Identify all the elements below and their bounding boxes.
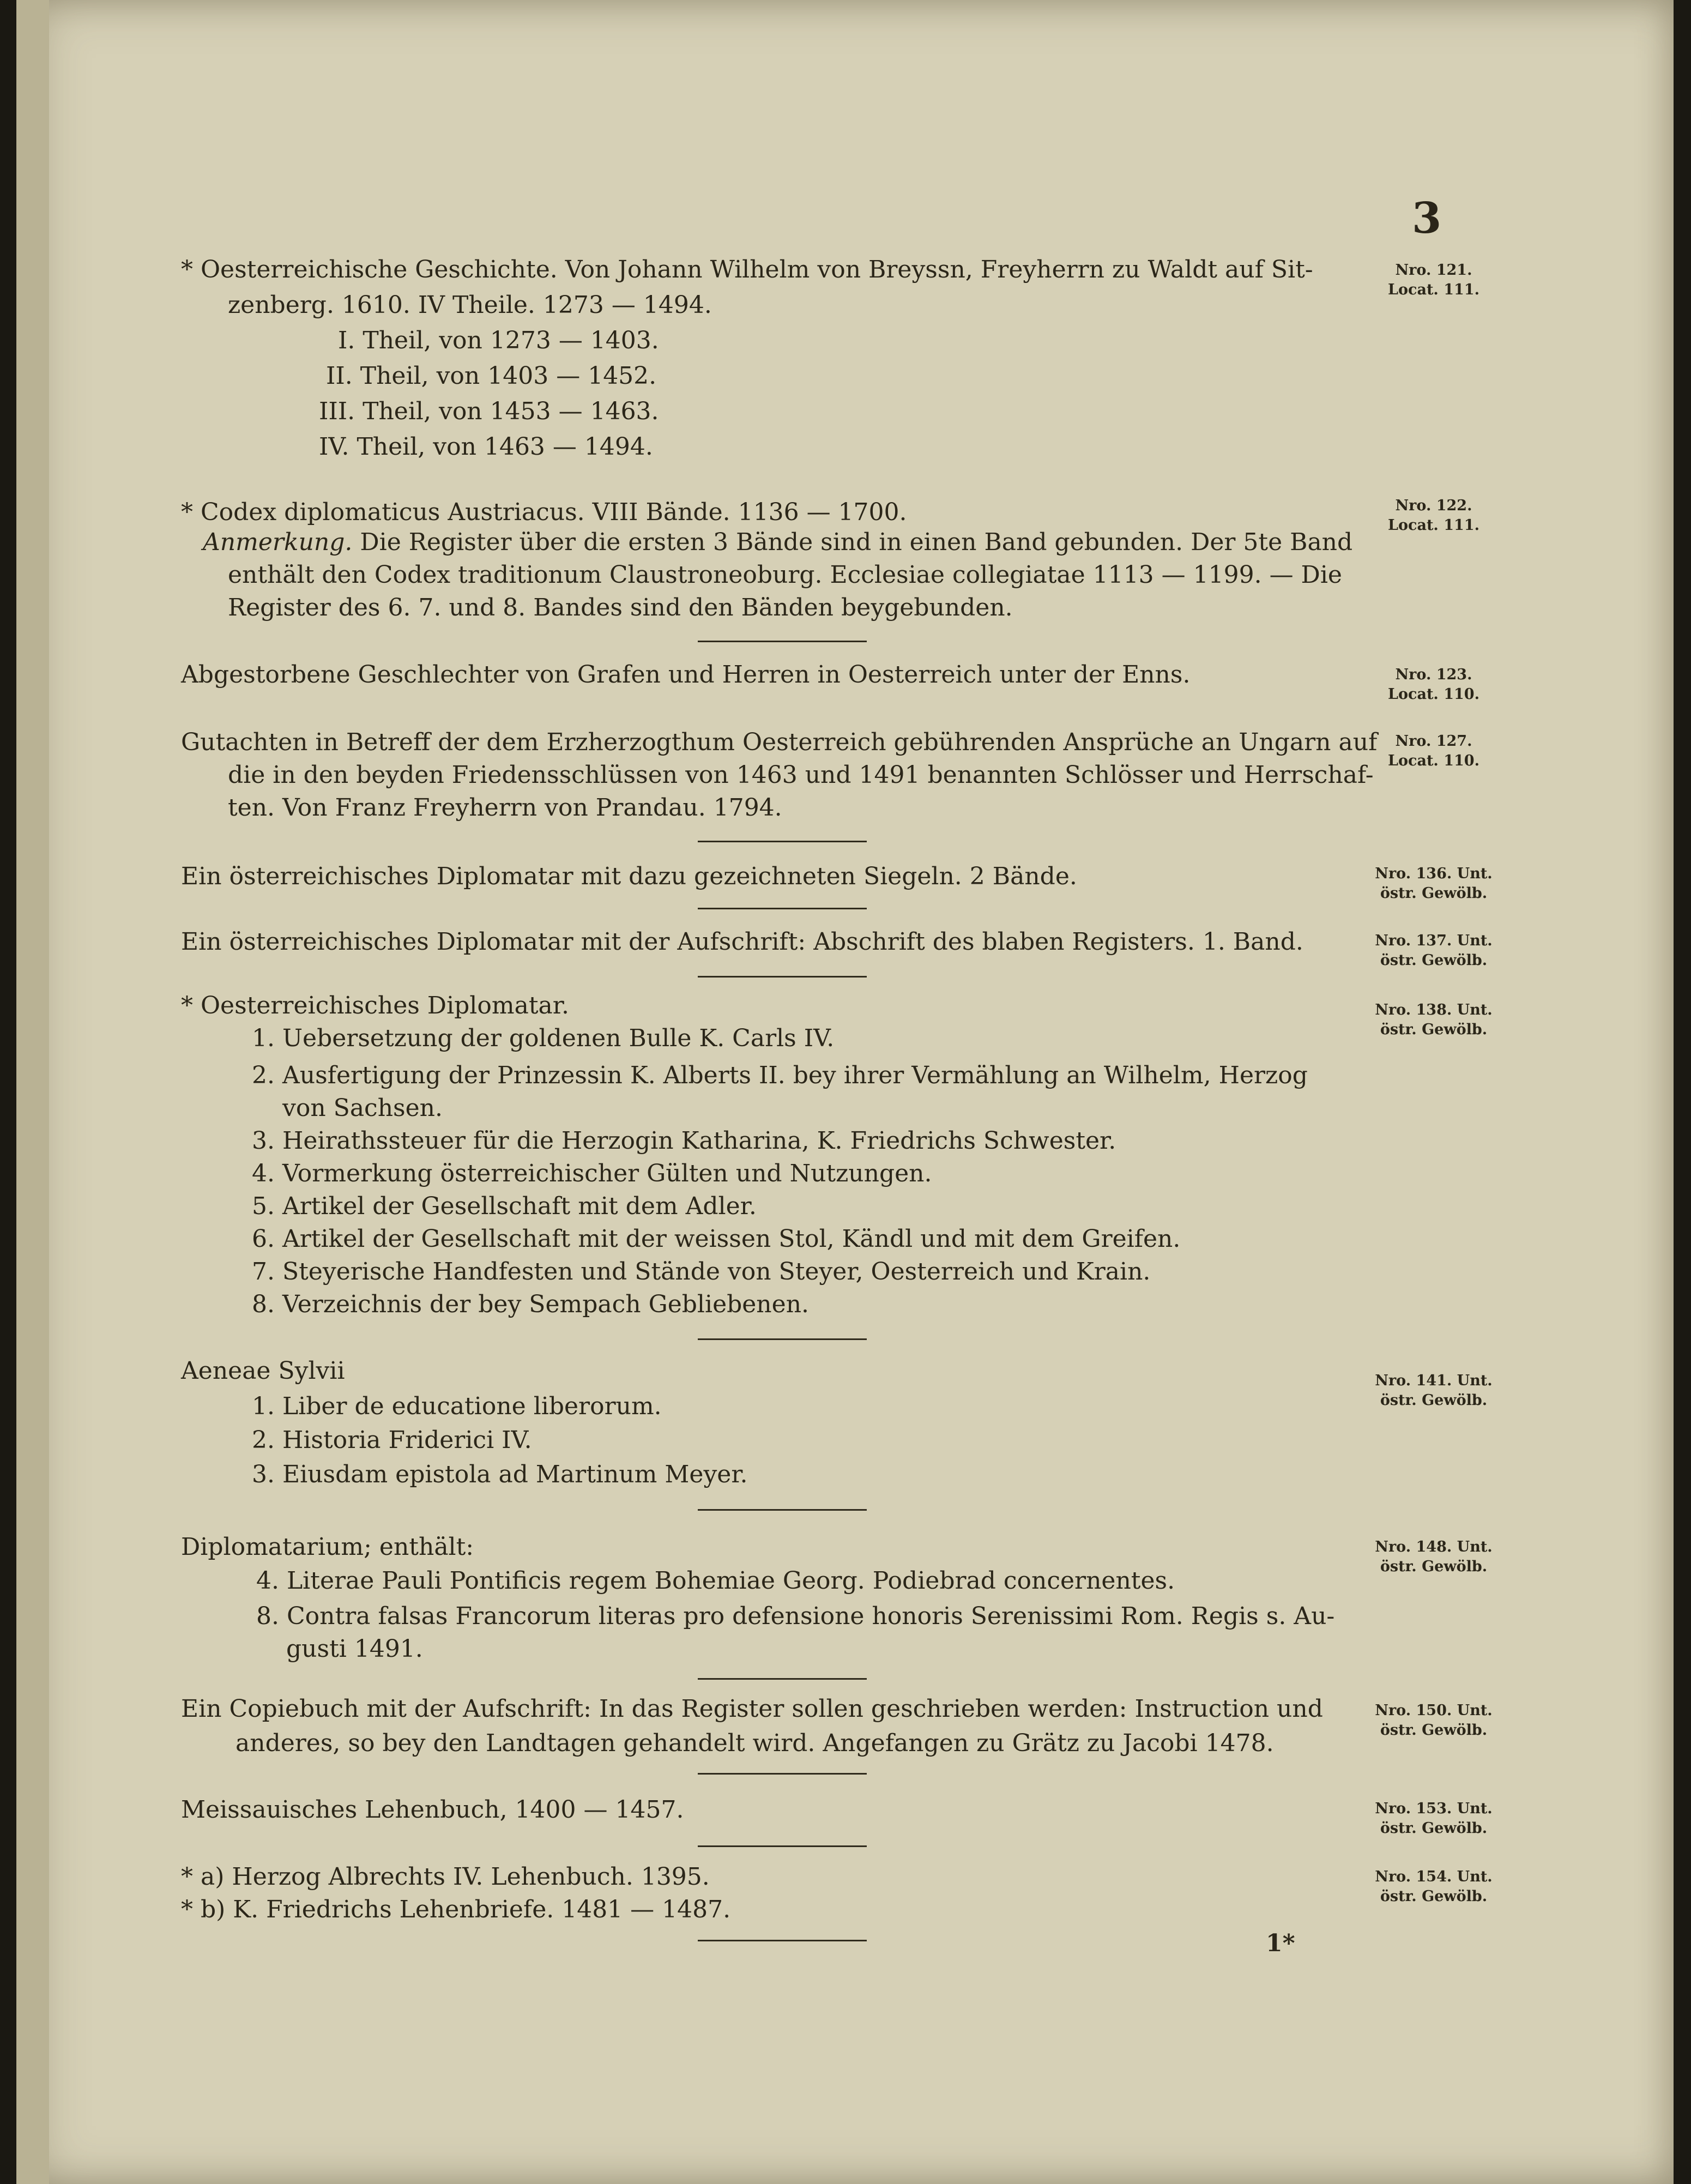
section-divider	[698, 1773, 867, 1775]
shelf-mark-line: Locat. 110.	[1388, 686, 1479, 703]
shelf-mark-line: östr. Gewölb.	[1380, 1021, 1488, 1038]
shelf-mark-line: Nro. 141. Unt.	[1375, 1372, 1493, 1389]
entry-item: 1. Uebersetzung der goldenen Bulle K. Carls IV.	[252, 1024, 835, 1052]
shelf-mark-line: Locat. 111.	[1388, 517, 1479, 534]
entry-line: * Oesterreichisches Diplomatar.	[181, 992, 569, 1019]
entry-line: Register des 6. 7. und 8. Bandes sind den Bänden beygebunden.	[228, 594, 1013, 622]
shelf-mark	[1363, 1701, 1505, 1740]
shelf-mark-line: Nro. 123.	[1395, 666, 1472, 683]
entry-item: gusti 1491.	[286, 1635, 423, 1663]
entry-item: III. Theil, von 1453 — 1463.	[319, 397, 659, 425]
entry-line: Meissauisches Lehenbuch, 1400 — 1457.	[181, 1796, 684, 1824]
shelf-mark	[1363, 931, 1505, 970]
entry-item: 4. Literae Pauli Pontificis regem Bohemiae Georg. Podiebrad concernentes.	[256, 1567, 1175, 1595]
shelf-mark	[1374, 732, 1494, 771]
entry-line: anderes, so bey den Landtagen gehandelt wird. Angefangen zu Grätz zu Jacobi 1478.	[235, 1729, 1274, 1757]
signature-mark: 1*	[1266, 1929, 1295, 1957]
section-divider	[698, 1940, 867, 1941]
shelf-mark-line: östr. Gewölb.	[1380, 1558, 1488, 1575]
shelf-mark-line: östr. Gewölb.	[1380, 1888, 1488, 1905]
section-divider	[698, 976, 867, 978]
section-divider	[698, 1845, 867, 1847]
entry-item: von Sachsen.	[282, 1094, 443, 1122]
entry-line: * b) K. Friedrichs Lehenbriefe. 1481 — 1487.	[181, 1896, 731, 1923]
shelf-mark-line: Nro. 122.	[1395, 497, 1472, 514]
entry-line: Ein Copiebuch mit der Aufschrift: In das Register sollen geschrieben werden: Instruction und	[181, 1695, 1323, 1723]
shelf-mark	[1363, 1867, 1505, 1907]
shelf-mark-line: Nro. 138. Unt.	[1375, 1001, 1493, 1018]
entry-line: Ein österreichisches Diplomatar mit dazu gezeichneten Siegeln. 2 Bände.	[181, 862, 1077, 890]
entry-item: 3. Heirathssteuer für die Herzogin Katharina, K. Friedrichs Schwester.	[252, 1127, 1116, 1155]
entry-line: Ein österreichisches Diplomatar mit der Aufschrift: Abschrift des blaben Registers. 1. Band.	[181, 928, 1303, 956]
page-number: 3	[1412, 194, 1442, 243]
shelf-mark-line: östr. Gewölb.	[1380, 1820, 1488, 1837]
shelf-mark-line: Nro. 153. Unt.	[1375, 1800, 1493, 1817]
shelf-mark	[1363, 864, 1505, 903]
entry-line: Diplomatarium; enthält:	[181, 1533, 474, 1561]
entry-item: 4. Vormerkung österreichischer Gülten und Nutzungen.	[252, 1160, 932, 1187]
shelf-mark-line: Nro. 150. Unt.	[1375, 1702, 1493, 1719]
entry-item: 7. Steyerische Handfesten und Stände von Steyer, Oesterreich und Krain.	[252, 1258, 1151, 1286]
section-divider	[698, 841, 867, 842]
note-text: Die Register über die ersten 3 Bände sind in einen Band gebunden. Der 5te Band	[360, 528, 1353, 556]
shelf-mark	[1363, 1799, 1505, 1838]
shelf-mark-line: Locat. 110.	[1388, 752, 1479, 769]
shelf-mark-line: Locat. 111.	[1388, 281, 1479, 298]
shelf-mark-line: Nro. 148. Unt.	[1375, 1539, 1493, 1555]
shelf-mark-line: Nro. 136. Unt.	[1375, 865, 1493, 882]
entry-item: IV. Theil, von 1463 — 1494.	[319, 433, 653, 461]
entry-item: I. Theil, von 1273 — 1403.	[338, 327, 659, 354]
shelf-mark-line: Nro. 127.	[1395, 733, 1472, 750]
shelf-mark	[1363, 1000, 1505, 1040]
shelf-mark-line: östr. Gewölb.	[1380, 885, 1488, 902]
entry-item: II. Theil, von 1403 — 1452.	[326, 362, 657, 390]
entry-line: ten. Von Franz Freyherrn von Prandau. 1794.	[228, 794, 782, 822]
section-divider	[698, 1338, 867, 1340]
shelf-mark	[1374, 665, 1494, 704]
entry-line: enthält den Codex traditionum Claustroneoburg. Ecclesiae collegiatae 1113 — 1199. — Die	[228, 561, 1342, 589]
entry-line: * Oesterreichische Geschichte. Von Johann Wilhelm von Breyssn, Freyherrn zu Waldt auf Sit-	[181, 256, 1313, 283]
shelf-mark-line: östr. Gewölb.	[1380, 1722, 1488, 1739]
section-divider	[698, 908, 867, 909]
shelf-mark	[1374, 261, 1494, 300]
page-gutter	[16, 0, 49, 2184]
entry-line: Gutachten in Betreff der dem Erzherzogthum Oesterreich gebührenden Ansprüche an Ungarn auf	[181, 728, 1378, 756]
shelf-mark-line: östr. Gewölb.	[1380, 952, 1488, 969]
entry-item: 8. Contra falsas Francorum literas pro defensione honoris Serenissimi Rom. Regis s. Au-	[256, 1602, 1335, 1630]
shelf-mark	[1363, 1371, 1505, 1410]
entry-line: die in den beyden Friedensschlüssen von 1463 und 1491 benannten Schlösser und Herrschaf-	[228, 761, 1374, 789]
entry-item: 8. Verzeichnis der bey Sempach Gebliebenen.	[252, 1290, 810, 1318]
entry-item: 1. Liber de educatione liberorum.	[252, 1392, 662, 1420]
entry-line: * a) Herzog Albrechts IV. Lehenbuch. 1395.	[181, 1863, 710, 1891]
section-divider	[698, 1678, 867, 1680]
entry-item: 3. Eiusdam epistola ad Martinum Meyer.	[252, 1461, 748, 1488]
shelf-mark	[1374, 496, 1494, 535]
section-divider	[698, 641, 867, 642]
entry-item: 2. Historia Friderici IV.	[252, 1426, 532, 1454]
section-divider	[698, 1509, 867, 1511]
shelf-mark-line: Nro. 121.	[1395, 262, 1472, 279]
entry-line: zenberg. 1610. IV Theile. 1273 — 1494.	[228, 291, 712, 319]
entry-item: 2. Ausfertigung der Prinzessin K. Alberts II. bey ihrer Vermählung an Wilhelm, Herzog	[252, 1061, 1308, 1089]
entry-line: * Codex diplomaticus Austriacus. VIII Bände. 1136 — 1700.	[181, 498, 907, 526]
shelf-mark-line: östr. Gewölb.	[1380, 1392, 1488, 1409]
shelf-mark-line: Nro. 154. Unt.	[1375, 1868, 1493, 1885]
entry-line: Abgestorbene Geschlechter von Grafen und Herren in Oesterreich unter der Enns.	[181, 661, 1191, 689]
shelf-mark	[1363, 1537, 1505, 1577]
note-label: Anmerkung.	[203, 528, 353, 556]
entry-note	[203, 526, 1352, 559]
entry-line: Aeneae Sylvii	[181, 1357, 345, 1385]
shelf-mark-line: Nro. 137. Unt.	[1375, 932, 1493, 949]
book-page	[16, 0, 1674, 2184]
entry-item: 6. Artikel der Gesellschaft mit der weissen Stol, Kändl und mit dem Greifen.	[252, 1225, 1181, 1253]
entry-item: 5. Artikel der Gesellschaft mit dem Adler.	[252, 1192, 757, 1220]
